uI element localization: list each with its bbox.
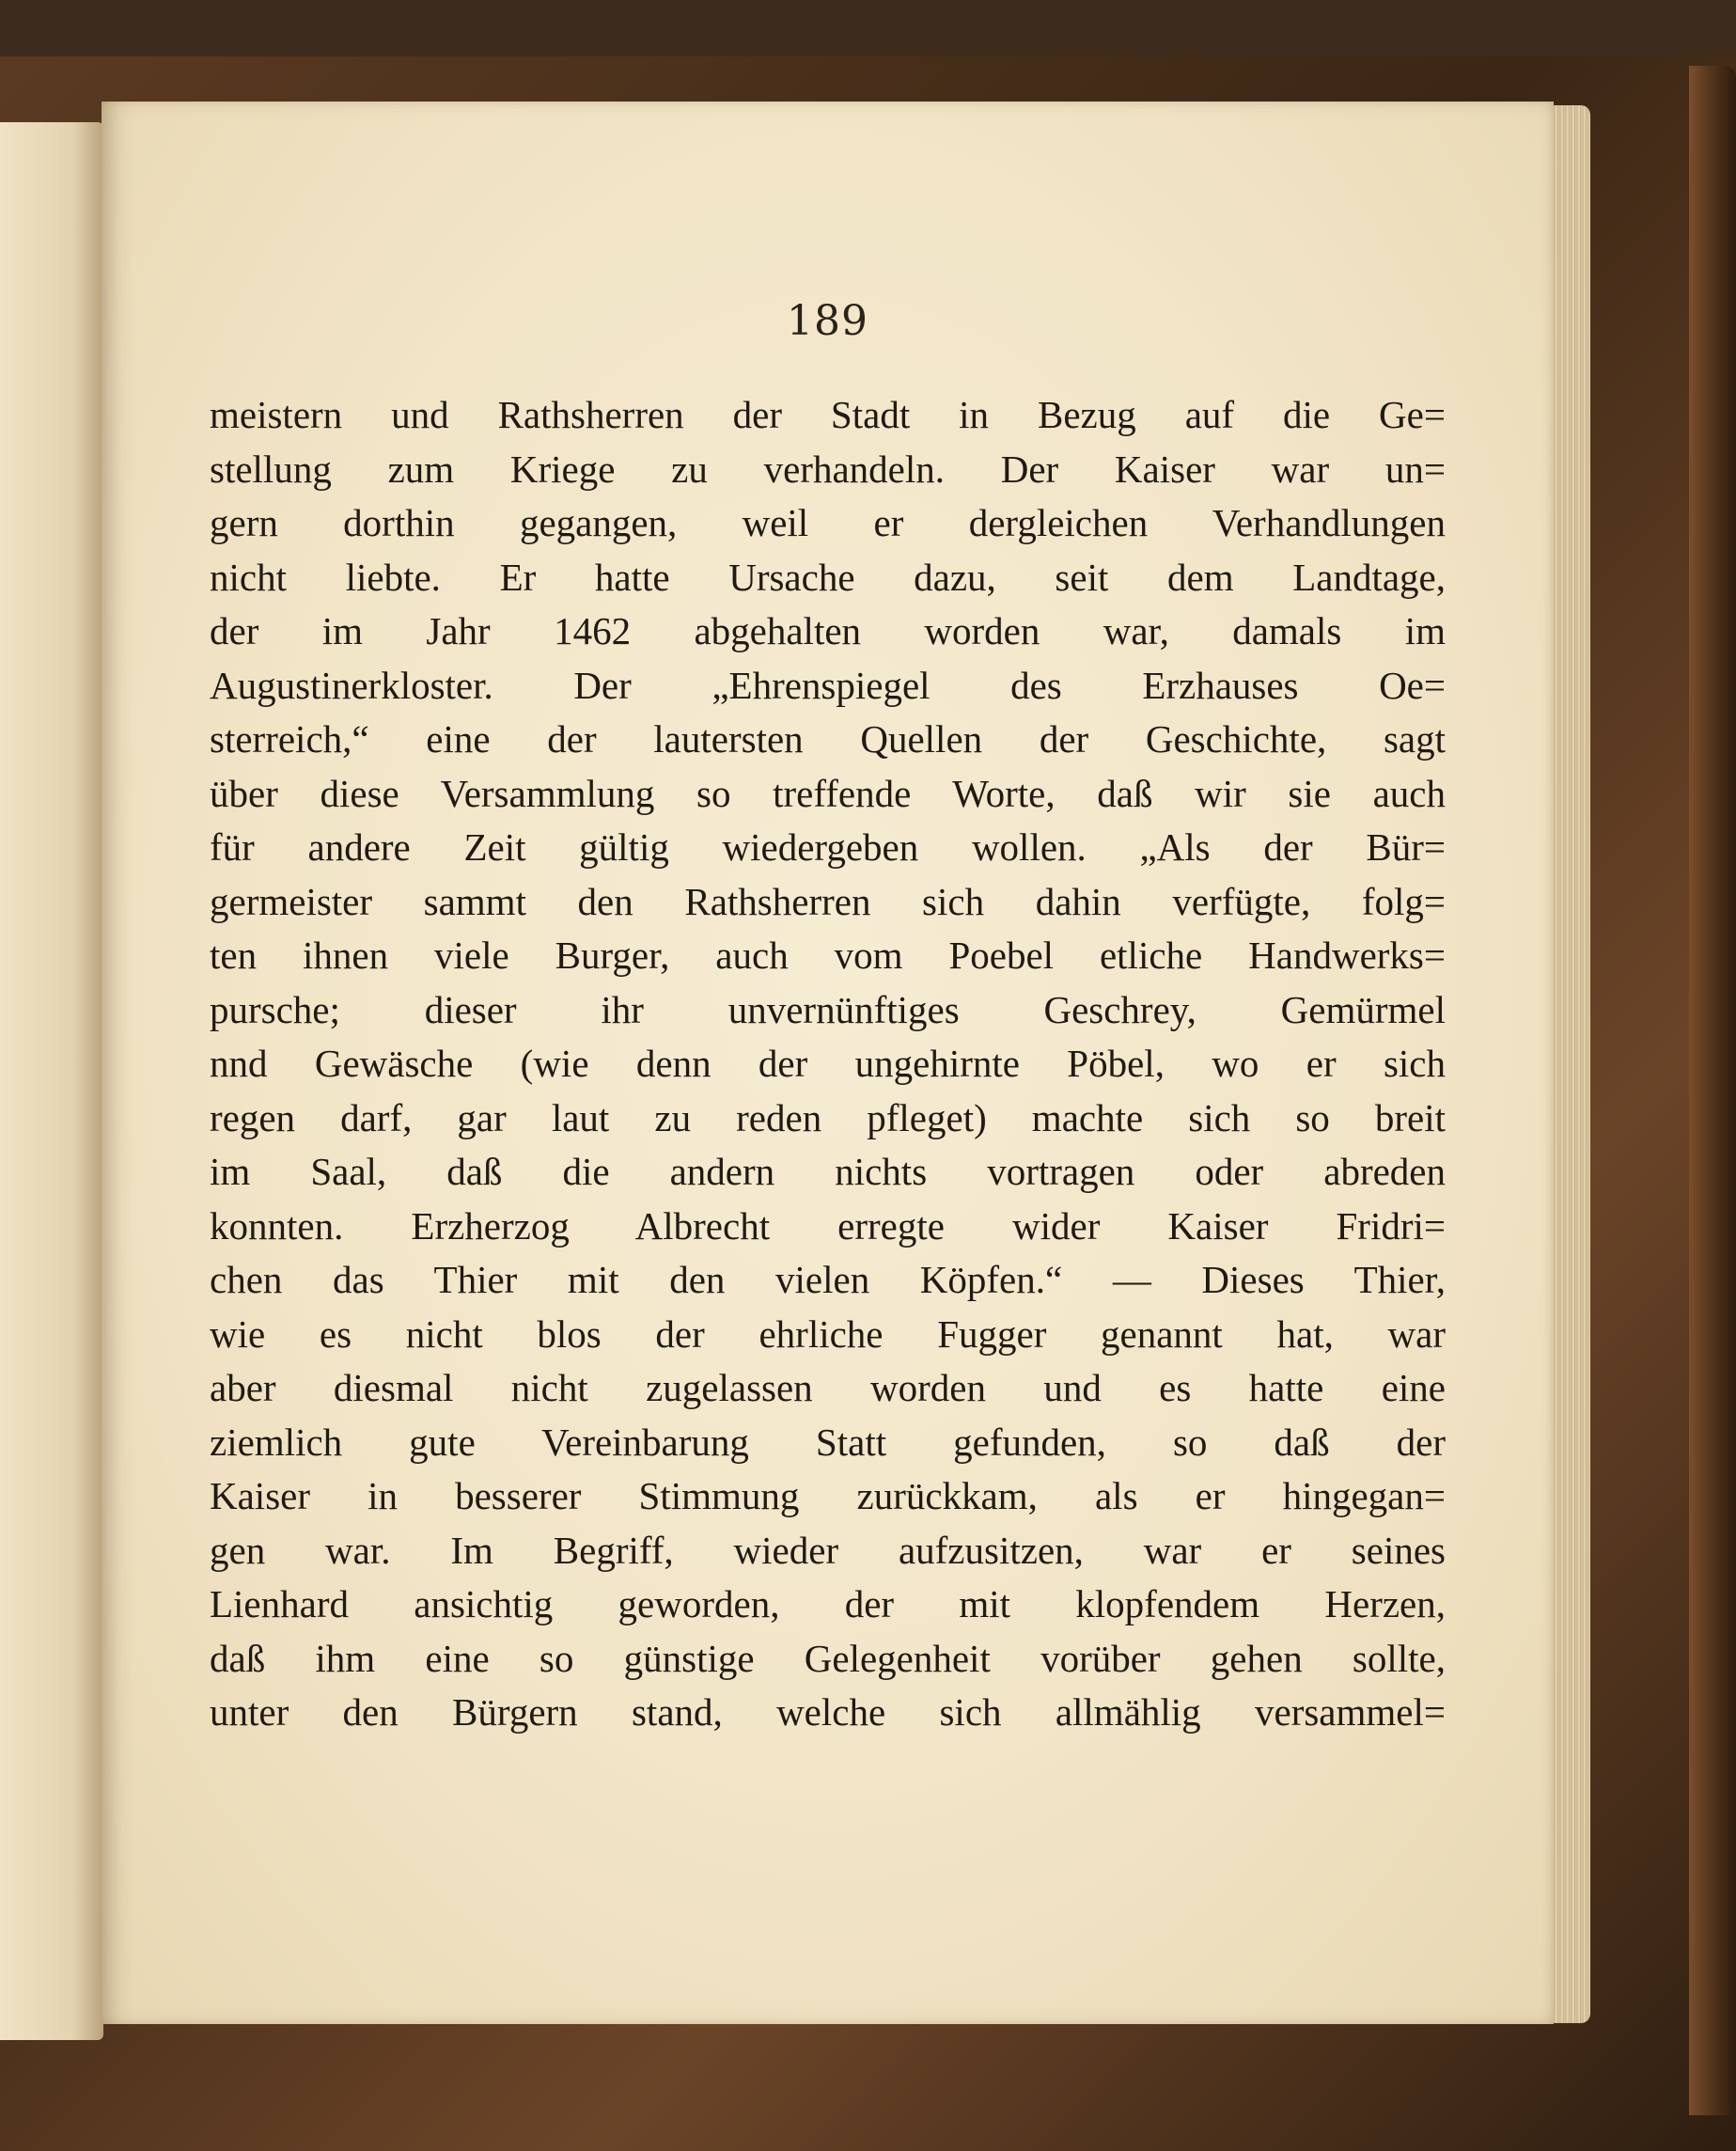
text-line: aber diesmal nicht zugelassen worden und es hatte eine xyxy=(210,1366,1446,1409)
text-line: im Saal, daß die andern nichts vortragen oder abreden xyxy=(210,1150,1446,1193)
text-line: meistern und Rathsherren der Stadt in Bezug auf die Ge= xyxy=(210,393,1446,436)
text-line: Augustinerkloster. Der „Ehrenspiegel des Erzhauses Oe= xyxy=(210,663,1446,707)
text-line: Kaiser in besserer Stimmung zurückkam, als er hingegan= xyxy=(210,1474,1446,1517)
text-line: chen das Thier mit den vielen Köpfen.“ — Dieses Thier, xyxy=(210,1258,1446,1301)
text-line: regen darf, gar laut zu reden pfleget) machte sich so breit xyxy=(210,1095,1446,1139)
text-line: nicht liebte. Er hatte Ursache dazu, seit dem Landtage, xyxy=(210,555,1446,599)
page-number: 189 xyxy=(787,297,868,345)
text-line: konnten. Erzherzog Albrecht erregte wider Kaiser Fridri= xyxy=(210,1203,1446,1248)
text-line: pursche; dieser ihr unvernünftiges Geschrey, Gemürmel xyxy=(210,987,1446,1031)
text-line: stellung zum Kriege zu verhandeln. Der Kaiser war un= xyxy=(210,447,1446,491)
text-line: germeister sammt den Rathsherren sich dahin verfügte, folg= xyxy=(210,879,1446,923)
book-page xyxy=(102,102,1554,2024)
text-line: gern dorthin gegangen, weil er dergleichen Verhandlungen xyxy=(210,501,1446,544)
text-line: nnd Gewäsche (wie denn der ungehirnte Pöbel, wo er sich xyxy=(210,1042,1446,1085)
text-line: ziemlich gute Vereinbarung Statt gefunden, so daß der xyxy=(210,1420,1446,1464)
text-line: Lienhard ansichtig geworden, der mit klopfendem Herzen, xyxy=(210,1582,1446,1625)
left-page-edge xyxy=(0,122,103,2040)
text-line: sterreich,“ eine der lautersten Quellen der Geschichte, sagt xyxy=(210,717,1446,761)
text-line: über diese Versammlung so treffende Worte, daß wir sie auch xyxy=(210,771,1446,815)
text-line: ten ihnen viele Burger, auch vom Poebel etliche Handwerks= xyxy=(210,934,1446,977)
text-line: für andere Zeit gültig wiedergeben wollen. „Als der Bür= xyxy=(210,825,1446,869)
text-line: wie es nicht blos der ehrliche Fugger genannt hat, war xyxy=(210,1311,1446,1356)
body-text xyxy=(210,388,1446,1740)
text-line: der im Jahr 1462 abgehalten worden war, damals im xyxy=(210,609,1446,652)
text-line: unter den Bürgern stand, welche sich allmählig versammel= xyxy=(210,1690,1446,1734)
text-line: daß ihm eine so günstige Gelegenheit vorüber gehen sollte, xyxy=(210,1636,1446,1680)
text-line: gen war. Im Begriff, wieder aufzusitzen, war er seines xyxy=(210,1528,1446,1572)
cover-edge xyxy=(1689,66,1736,2115)
